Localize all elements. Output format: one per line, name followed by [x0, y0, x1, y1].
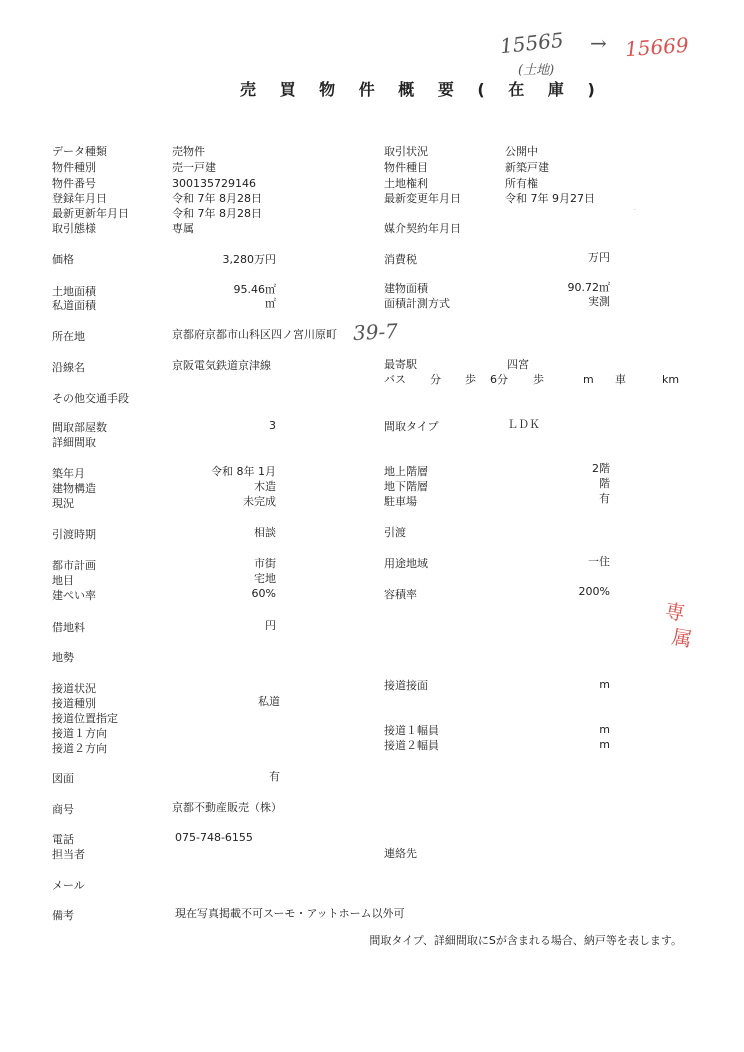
lease-fee-value: 円	[265, 619, 276, 632]
data-type-label: データ種類	[52, 145, 107, 158]
property-no-label: 物件番号	[52, 177, 96, 190]
road-frontage-value: m	[599, 678, 610, 691]
city-plan-label: 都市計画	[52, 559, 96, 572]
private-road-area-value: ㎡	[265, 297, 276, 310]
floors-below-label: 地下階層	[384, 480, 428, 493]
property-kind-value: 売一戸建	[172, 161, 216, 174]
road-designation-label: 接道位置指定	[52, 712, 118, 725]
coverage-value: 60%	[251, 587, 276, 600]
registered-date-label: 登録年月日	[52, 192, 107, 205]
handwritten-stamp-top: 専	[663, 598, 687, 626]
changed-date-label: 最新変更年月日	[384, 192, 461, 205]
price-value: 3,280万円	[222, 253, 276, 266]
deal-status-value: 公開中	[505, 145, 538, 158]
other-transport-label: その他交通手段	[52, 392, 129, 405]
zoning-value: 一住	[588, 555, 610, 568]
road-dir2-label: 接道２方向	[52, 742, 107, 755]
bus-km: km	[662, 373, 680, 386]
rooms-value: 3	[269, 419, 276, 432]
far-value: 200%	[578, 585, 610, 598]
handwritten-stamp-bottom: 属	[670, 624, 694, 652]
remarks-label: 備考	[52, 909, 74, 922]
updated-date-value: 令和 7年 8月28日	[172, 207, 262, 220]
road-frontage-label: 接道接面	[384, 679, 428, 692]
footnote: 間取タイプ、詳細間取にSが含まれる場合、納戸等を表します。	[369, 934, 682, 947]
bus-label: バス	[384, 373, 406, 386]
page-title: 売 買 物 件 概 要 ( 在 庫 )	[240, 80, 604, 99]
handover-label: 引渡	[384, 526, 406, 539]
current-state-label: 現況	[52, 497, 74, 510]
property-item-label: 物件種目	[384, 161, 428, 174]
email-label: メール	[52, 879, 85, 892]
handwritten-lot-number: 39-7	[352, 318, 399, 346]
address-value: 京都府京都市山科区四ノ宮川原町	[172, 328, 337, 341]
handover-time-label: 引渡時期	[52, 528, 96, 541]
company-label: 商号	[52, 803, 74, 816]
land-area-label: 土地面積	[52, 285, 96, 298]
private-road-area-label: 私道面積	[52, 299, 96, 312]
data-type-value: 売物件	[172, 145, 205, 158]
changed-date-value: 令和 7年 9月27日	[505, 192, 595, 205]
registered-date-value: 令和 7年 8月28日	[172, 192, 262, 205]
land-category-value: 宅地	[254, 572, 276, 585]
room-detail-label: 詳細間取	[52, 436, 96, 449]
layout-type-value: ＬＤＫ	[507, 418, 540, 431]
company-value: 京都不動産販売（株）	[172, 801, 282, 814]
handover-time-value: 相談	[254, 526, 276, 539]
road-kind-label: 接道種別	[52, 697, 96, 710]
rooms-label: 間取部屋数	[52, 421, 107, 434]
handwritten-arrow: →	[590, 31, 607, 55]
road-dir1-label: 接道１方向	[52, 727, 107, 740]
person-label: 担当者	[52, 848, 85, 861]
layout-type-label: 間取タイプ	[384, 420, 439, 433]
drawing-value: 有	[269, 770, 280, 783]
parking-value: 有	[599, 492, 610, 505]
updated-date-label: 最新更新年月日	[52, 207, 129, 220]
building-area-label: 建物面積	[384, 282, 428, 295]
handwritten-old-number: 15565	[498, 27, 565, 59]
built-date-value: 令和 8年 1月	[211, 465, 276, 478]
far-label: 容積率	[384, 588, 417, 601]
property-item-value: 新築戸建	[505, 161, 549, 174]
city-plan-value: 市街	[254, 557, 276, 570]
road-width2-value: m	[599, 738, 610, 751]
structure-value: 木造	[254, 480, 276, 493]
structure-label: 建物構造	[52, 482, 96, 495]
zoning-label: 用途地域	[384, 557, 428, 570]
floors-above-value: 2階	[592, 462, 610, 475]
road-status-label: 接道状況	[52, 682, 96, 695]
stray-dot: ·	[634, 207, 636, 214]
bus-walk-min: 6分	[490, 373, 508, 386]
price-label: 価格	[52, 253, 74, 266]
contact-label: 連絡先	[384, 847, 417, 860]
coverage-label: 建ぺい率	[52, 589, 96, 602]
handwritten-sub-note: (土地)	[518, 63, 555, 78]
deal-mode-value: 専属	[172, 222, 194, 235]
address-label: 所在地	[52, 330, 85, 343]
deal-mode-label: 取引態様	[52, 222, 96, 235]
measure-method-value: 実測	[588, 295, 610, 308]
tax-label: 消費税	[384, 253, 417, 266]
drawing-label: 図面	[52, 772, 74, 785]
land-right-label: 土地権利	[384, 177, 428, 190]
phone-label: 電話	[52, 833, 74, 846]
current-state-value: 未完成	[243, 495, 276, 508]
nearest-station-label: 最寄駅	[384, 358, 417, 371]
nearest-station-value: 四宮	[507, 358, 529, 371]
bus-car: 車	[615, 373, 626, 386]
land-category-label: 地目	[52, 574, 74, 587]
bus-min: 分	[430, 373, 441, 386]
road-width1-value: m	[599, 723, 610, 736]
floors-above-label: 地上階層	[384, 465, 428, 478]
land-area-value: 95.46㎡	[233, 283, 276, 296]
road-width2-label: 接道２幅員	[384, 739, 439, 752]
built-date-label: 築年月	[52, 467, 85, 480]
brokerage-date-label: 媒介契約年月日	[384, 222, 461, 235]
building-area-value: 90.72㎡	[567, 281, 610, 294]
line-label: 沿線名	[52, 361, 85, 374]
bus-walk: 歩	[465, 373, 476, 386]
lease-fee-label: 借地料	[52, 621, 85, 634]
road-width1-label: 接道１幅員	[384, 724, 439, 737]
floors-below-value: 階	[599, 477, 610, 490]
tax-value: 万円	[588, 251, 610, 264]
bus-m: m	[583, 373, 594, 386]
land-right-value: 所有権	[505, 177, 538, 190]
terrain-label: 地勢	[52, 651, 74, 664]
property-kind-label: 物件種別	[52, 161, 96, 174]
road-kind-value: 私道	[258, 695, 280, 708]
parking-label: 駐車場	[384, 495, 417, 508]
deal-status-label: 取引状況	[384, 145, 428, 158]
remarks-value: 現在写真掲載不可スーモ・アットホーム以外可	[175, 907, 405, 920]
bus-walk2: 歩	[533, 373, 544, 386]
measure-method-label: 面積計測方式	[384, 297, 450, 310]
line-value: 京阪電気鉄道京津線	[172, 359, 271, 372]
handwritten-new-number: 15669	[624, 32, 690, 62]
property-no-value: 300135729146	[172, 177, 256, 190]
phone-value: 075-748-6155	[175, 831, 253, 844]
